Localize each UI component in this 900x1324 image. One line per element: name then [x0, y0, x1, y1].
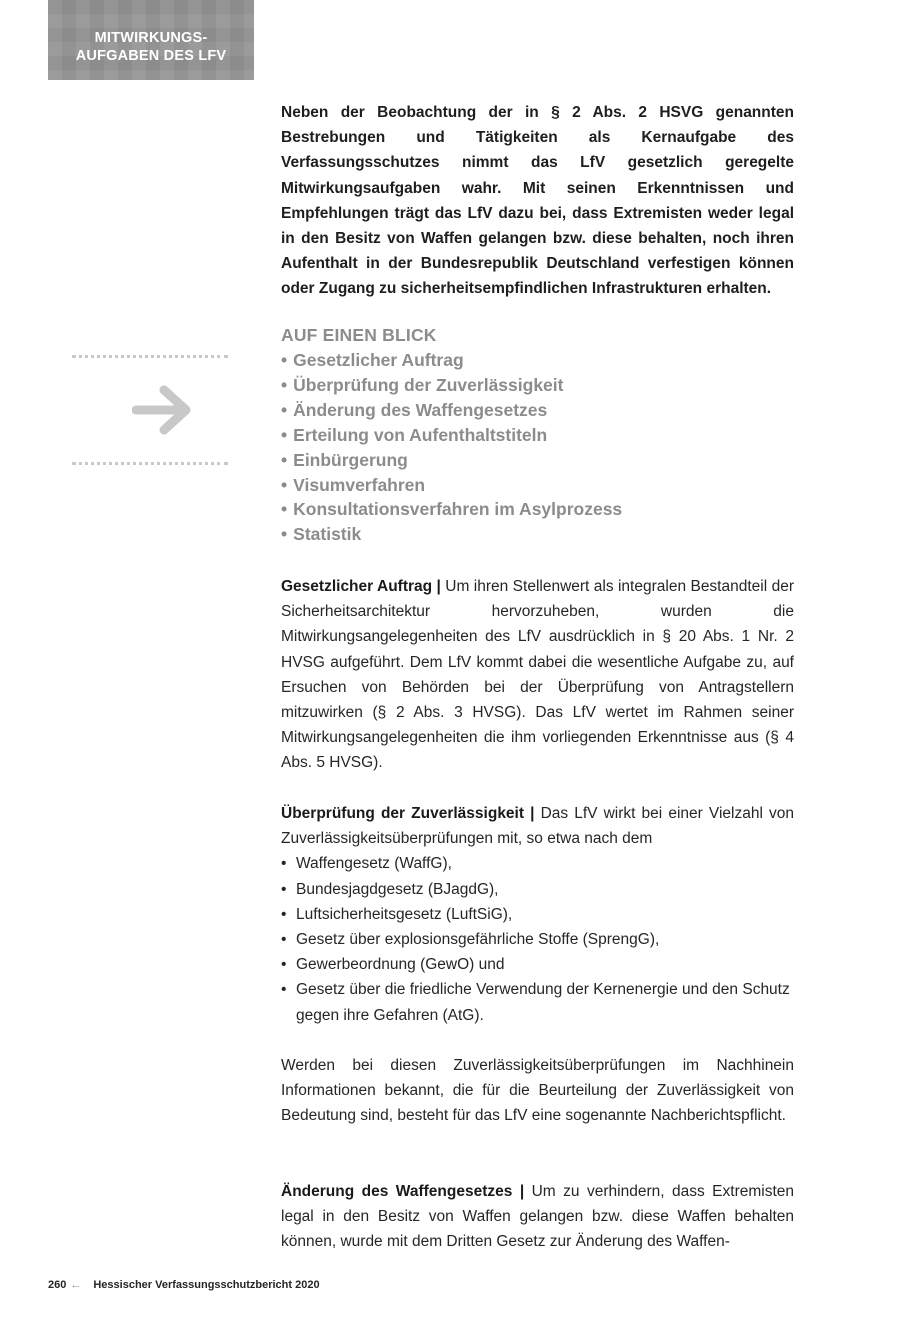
sidebar-marker — [72, 352, 228, 468]
chapter-title-line2: AUFGABEN DES LFV — [75, 48, 227, 64]
dotted-divider-top — [72, 355, 228, 358]
chapter-tab — [48, 0, 254, 80]
list-item: • Waffengesetz (WaffG), — [281, 851, 794, 876]
list-item: • Bundesjagdgesetz (BJagdG), — [281, 877, 794, 902]
chapter-title-line1: MITWIRKUNGS- — [94, 30, 208, 46]
page-footer — [48, 1278, 320, 1292]
glance-item: • Statistik — [281, 522, 801, 547]
glance-item: • Konsultationsverfahren im Asylprozess — [281, 497, 801, 522]
glance-item: • Überprüfung der Zuverlässigkeit — [281, 373, 801, 398]
intro-paragraph: Neben der Beobachtung der in § 2 Abs. 2 HSVG genannten Bestrebungen und Tätigkeiten als Kernaufgabe des Verfassungsschutzes nimmt das LfV gesetzlich geregelte Mitwirkungsaufgaben wahr. Mit seinen Erkenntnissen und Empfehlungen trägt das LfV dazu bei, dass Extremisten weder legal in den Besitz von Waffen gelangen bzw. diese behalten, noch ihren Aufenthalt in der Bundesrepublik Deutschland verfestigen können oder Zugang zu sicherheitsempfindlichen Infrastrukturen erhalten. — [281, 104, 794, 298]
section-heading: Änderung des Waffengesetzes | — [281, 1183, 525, 1200]
report-title: Hessischer Verfassungsschutzbericht 2020 — [93, 1279, 320, 1291]
arrow-right-icon — [132, 385, 194, 435]
section-nachberichtspflicht — [281, 1053, 794, 1129]
at-a-glance-list — [281, 348, 801, 547]
glance-item: • Gesetzlicher Auftrag — [281, 348, 801, 373]
section-text: Um ihren Stellenwert als integralen Bestandteil der Sicherheitsarchitektur hervorzuheben, wurden die Mitwirkungsangelegenheiten des LfV ausdrücklich in § 20 Abs. 1 Nr. 2 HVSG aufgeführt. Dem LfV kommt dabei die wesentliche Aufgabe zu, auf Ersuchen von Behörden bei der Überprüfung von Antragstellern mitzuwirken (§ 2 Abs. 3 HVSG). Das LfV wertet im Rahmen seiner Mitwirkungsangelegenheiten die ihm vorliegenden Erkenntnisse aus (§ 4 Abs. 5 HVSG). — [281, 578, 794, 772]
glance-item: • Änderung des Waffengesetzes — [281, 398, 801, 423]
section-heading: Überprüfung der Zuverlässigkeit | — [281, 805, 535, 822]
section-text: Werden bei diesen Zuverlässigkeitsüberprüfungen im Nachhinein Informationen bekannt, die für die Beurteilung der Zuverlässigkeit von Bedeutung sind, besteht für das LfV eine sogenannte Nachberichtspflicht. — [281, 1057, 794, 1125]
at-a-glance-title: AUF EINEN BLICK — [281, 325, 437, 345]
page-number: 260 — [48, 1279, 67, 1291]
section-text: Um zu verhindern, dass Extremisten legal in den Besitz von Waffen gelangen bzw. diese Waffen behalten können, wurde mit dem Dritten Gesetz zur Änderung des Waffen- — [281, 1183, 795, 1251]
list-item: • Luftsicherheitsgesetz (LuftSiG), — [281, 902, 794, 927]
glance-item: • Erteilung von Aufenthaltstiteln — [281, 423, 801, 448]
list-item: • Gewerbeordnung (GewO) und — [281, 952, 794, 977]
section-gesetzlicher-auftrag — [281, 574, 794, 776]
law-list — [281, 851, 794, 1027]
glance-item: • Einbürgerung — [281, 448, 801, 473]
chapter-title — [76, 29, 227, 65]
dotted-divider-bottom — [72, 462, 228, 465]
section-ueberpruefung — [281, 801, 794, 1028]
section-text: Das LfV wirkt bei einer Vielzahl von Zuverlässigkeitsüberprüfungen mit, so etwa nach dem — [281, 805, 794, 848]
section-waffengesetz — [281, 1179, 794, 1255]
section-heading: Gesetzlicher Auftrag | — [281, 578, 441, 595]
glance-item: • Visumverfahren — [281, 473, 801, 498]
list-item: • Gesetz über die friedliche Verwendung der Kernenergie und den Schutz gegen ihre Gefahren (AtG). — [281, 977, 794, 1027]
at-a-glance-box — [281, 323, 801, 547]
arrow-left-icon: ← — [70, 1279, 82, 1291]
list-item: • Gesetz über explosionsgefährliche Stoffe (SprengG), — [281, 927, 794, 952]
